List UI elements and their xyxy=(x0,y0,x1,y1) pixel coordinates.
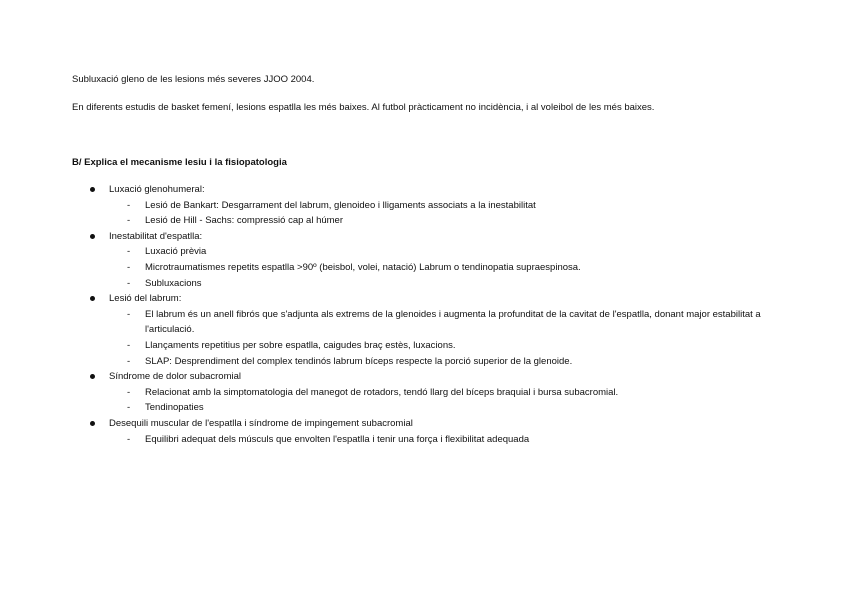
dash-icon: - xyxy=(127,261,131,273)
dash-icon: - xyxy=(127,339,131,351)
bullet-item xyxy=(72,369,772,416)
sub-item xyxy=(109,307,772,338)
bullet-dot-icon xyxy=(90,374,95,379)
bullet-label: Desequili muscular de l'espatlla i síndrome de impingement subacromial xyxy=(109,417,413,429)
sub-item-text: Relacionat amb la simptomatologia del manegot de rotadors, tendó llarg del bíceps braquial i bursa subacromial. xyxy=(145,386,619,398)
sub-list xyxy=(109,307,772,369)
dash-icon: - xyxy=(127,215,131,227)
sub-item-text: Tendinopaties xyxy=(145,402,204,414)
dash-icon: - xyxy=(127,199,131,211)
sub-item xyxy=(109,385,772,401)
sub-item-text: Luxació prèvia xyxy=(145,246,207,258)
sub-list xyxy=(109,244,772,291)
dash-icon: - xyxy=(127,277,131,289)
bullet-item xyxy=(72,229,772,291)
dash-icon: - xyxy=(127,433,131,445)
sub-item-text: Lesió de Bankart: Desgarrament del labrum, glenoideo i lligaments associats a la inestabilitat xyxy=(145,199,536,211)
bullet-dot-icon xyxy=(90,234,95,239)
sub-item-text: El labrum és un anell fibrós que s'adjunta als extrems de la glenoides i augmenta la profunditat de la cavitat de l'espatlla, donant major estabilitat a l'articulació. xyxy=(145,308,761,336)
bullet-list xyxy=(72,182,772,447)
dash-icon: - xyxy=(127,402,131,414)
sub-item xyxy=(109,213,772,229)
sub-item xyxy=(109,244,772,260)
section-heading: B/ Explica el mecanisme lesiu i la fisiopatologia xyxy=(72,157,287,168)
dash-icon: - xyxy=(127,308,131,320)
sub-item-text: Llançaments repetitius per sobre espatlla, caigudes braç estès, luxacions. xyxy=(145,339,456,351)
sub-item-text: Subluxacions xyxy=(145,277,202,289)
bullet-label: Luxació glenohumeral: xyxy=(109,184,205,195)
sub-item-text: Lesió de Hill - Sachs: compressió cap al húmer xyxy=(145,215,344,227)
bullet-item xyxy=(72,416,772,447)
bullet-item xyxy=(72,182,772,229)
paragraph-studies: En diferents estudis de basket femení, lesions espatlla les més baixes. Al futbol pràcticament no incidència, i al voleibol de les més baixes. xyxy=(72,102,655,113)
sub-item xyxy=(109,260,772,276)
sub-item xyxy=(109,338,772,354)
bullet-label: Lesió del labrum: xyxy=(109,293,182,305)
sub-list xyxy=(109,198,772,229)
sub-item xyxy=(109,198,772,214)
sub-list xyxy=(109,385,772,416)
sub-item-text: SLAP: Desprendiment del complex tendinós labrum bíceps respecte la porció superior de la glenoide. xyxy=(145,355,573,367)
sub-item xyxy=(109,354,772,370)
bullet-label: Síndrome de dolor subacromial xyxy=(109,371,242,383)
sub-item-text: Equilibri adequat dels músculs que envolten l'espatlla i tenir una força i flexibilitat adequada xyxy=(145,433,530,445)
sub-list xyxy=(109,432,772,448)
paragraph-subluxation: Subluxació gleno de les lesions més severes JJOO 2004. xyxy=(72,74,315,85)
sub-item xyxy=(109,432,772,448)
dash-icon: - xyxy=(127,355,131,367)
dash-icon: - xyxy=(127,386,131,398)
sub-item-text: Microtraumatismes repetits espatlla >90º (beisbol, volei, natació) Labrum o tendinopatia supraespinosa. xyxy=(145,261,581,273)
bullet-item xyxy=(72,291,772,369)
sub-item xyxy=(109,400,772,416)
sub-item xyxy=(109,276,772,292)
bullet-label: Inestabilitat d'espatlla: xyxy=(109,230,203,242)
bullet-dot-icon xyxy=(90,187,95,192)
bullet-dot-icon xyxy=(90,421,95,426)
bullet-dot-icon xyxy=(90,296,95,301)
dash-icon: - xyxy=(127,246,131,258)
